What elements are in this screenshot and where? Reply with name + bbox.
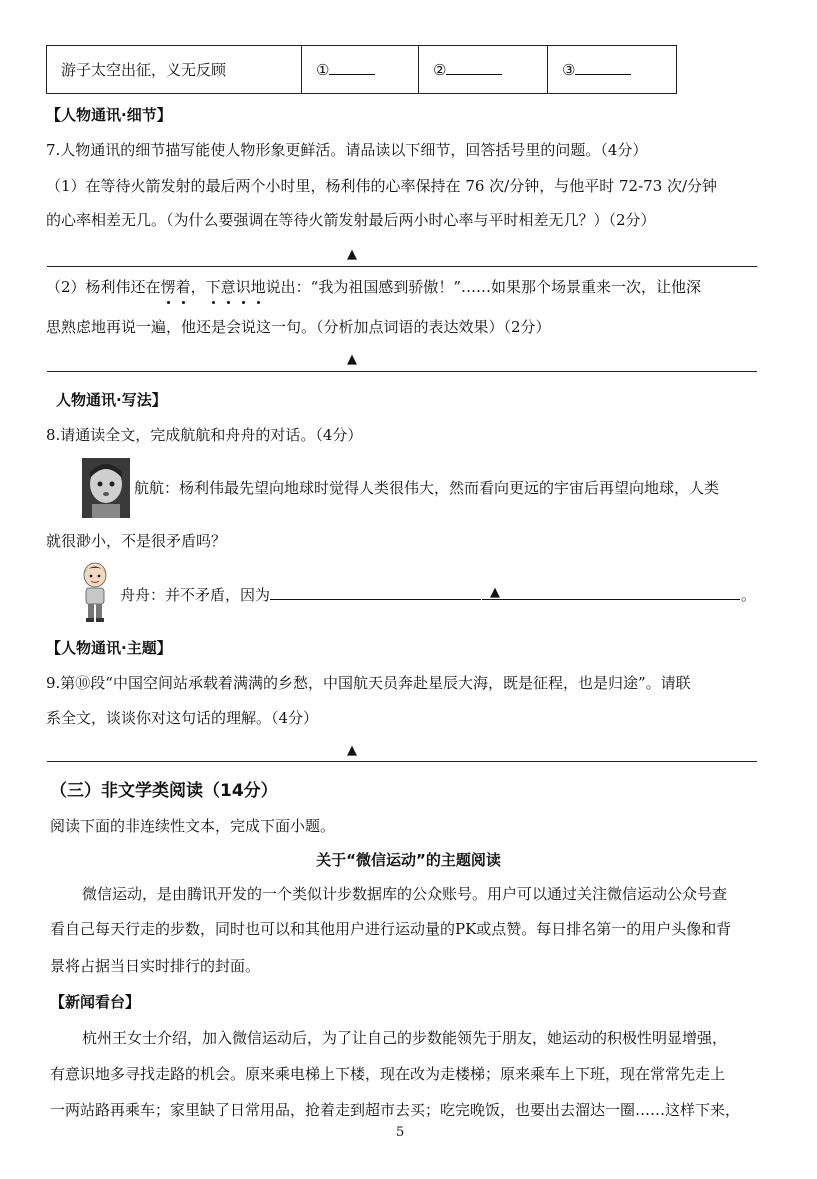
answer-blank-right[interactable] xyxy=(482,599,740,600)
intro-line1: 微信运动，是由腾讯开发的一个类似计步数据库的公众账号。用户可以通过关注微信运动公众号查 xyxy=(82,885,728,903)
answer-marker: ▲ xyxy=(347,743,357,758)
dotted-char: 着 xyxy=(175,278,191,296)
answer-blank[interactable] xyxy=(270,585,475,600)
dotted-char: 意 xyxy=(220,278,236,296)
answer-marker: ▲ xyxy=(347,247,357,262)
dotted-char: 下 xyxy=(205,278,221,296)
answer-line[interactable] xyxy=(47,266,757,267)
table-cell-blank-1[interactable]: ① xyxy=(302,46,419,94)
question-7-part2-line2: 思熟虑地再说一遍，他还是会说这一句。（分析加点词语的表达效果）（2分） xyxy=(46,318,551,336)
question-8-stem: 8.请通读全文，完成航航和舟舟的对话。（4分） xyxy=(46,426,363,444)
intro-line2: 看自己每天行走的步数，同时也可以和其他用户进行运动量的PK或点赞。每日排名第一的用户头像和背 xyxy=(50,920,732,938)
news-heading: 【新闻看台】 xyxy=(50,993,141,1011)
table-cell-blank-2[interactable]: ② xyxy=(419,46,548,94)
section-heading-detail: 【人物通讯·细节】 xyxy=(46,106,172,124)
answer-marker: ▲ xyxy=(490,585,500,600)
dotted-char: 地 xyxy=(250,278,266,296)
section-heading-writing: 人物通讯·写法】 xyxy=(56,391,167,409)
hanghang-avatar-icon xyxy=(82,458,130,518)
dotted-char: 识 xyxy=(235,278,251,296)
news-line3: 一两站路再乘车；家里缺了日常用品，抢着走到超市去买；吃完晚饭，也要出去溜达一圈……这样下来， xyxy=(50,1101,741,1119)
table-cell-phrase: 游子太空出征，义无反顾 xyxy=(47,46,302,94)
question-9-line2: 系全文，谈谈你对这句话的理解。（4分） xyxy=(46,709,319,727)
dialog-hanghang-line2: 就很渺小，不是很矛盾吗？ xyxy=(46,532,227,550)
table-cell-blank-3[interactable]: ③ xyxy=(548,46,677,94)
question-9-line1: 9.第⑩段“中国空间站承载着满满的乡愁，中国航天员奔赴星辰大海，既是征程，也是归途”。请联 xyxy=(46,674,691,692)
answer-marker: ▲ xyxy=(347,352,357,367)
answer-table xyxy=(46,45,677,94)
article-title: 关于“微信运动”的主题阅读 xyxy=(316,851,501,869)
section-heading-theme: 【人物通讯·主题】 xyxy=(46,639,172,657)
dialog-zhouzhou: 舟舟：并不矛盾，因为 xyxy=(120,584,481,605)
part3-instruction: 阅读下面的非连续性文本，完成下面小题。 xyxy=(50,817,336,835)
page-number: 5 xyxy=(396,1125,405,1140)
intro-line3: 景将占据当日实时排行的封面。 xyxy=(50,957,261,975)
news-line2: 有意识地多寻找走路的机会。原来乘电梯上下楼，现在改为走楼梯；原来乘车上下班，现在常常先走上 xyxy=(50,1065,726,1083)
dialog-zhouzhou-end: 。 xyxy=(741,586,757,604)
news-line1: 杭州王女士介绍，加入微信运动后，为了让自己的步数能领先于朋友，她运动的积极性明显增强， xyxy=(82,1029,728,1047)
answer-line[interactable] xyxy=(47,371,757,372)
zhouzhou-avatar-icon xyxy=(78,562,112,624)
question-7-stem: 7.人物通讯的细节描写能使人物形象更鲜活。请品读以下细节，回答括号里的问题。（4分） xyxy=(46,141,648,159)
question-7-part1-line1: （1）在等待火箭发射的最后两个小时里，杨利伟的心率保持在 76 次/分钟，与他平时 72-73 次/分钟 xyxy=(46,177,718,195)
question-7-part2-line1: （2）杨利伟还在愣着，下意识地说出：“我为祖国感到骄傲！”……如果那个场景重来一次，让他深 xyxy=(46,278,701,296)
dialog-hanghang-line1: 航航：杨利伟最先望向地球时觉得人类很伟大，然而看向更远的宇宙后再望向地球，人类 xyxy=(134,479,720,497)
answer-line[interactable] xyxy=(47,761,757,762)
question-7-part1-line2: 的心率相差无几。（为什么要强调在等待火箭发射最后两小时心率与平时相差无几？）（2分） xyxy=(46,211,656,229)
dotted-char: 愣 xyxy=(160,278,176,296)
part3-heading: （三）非文学类阅读（14分） xyxy=(50,781,278,801)
